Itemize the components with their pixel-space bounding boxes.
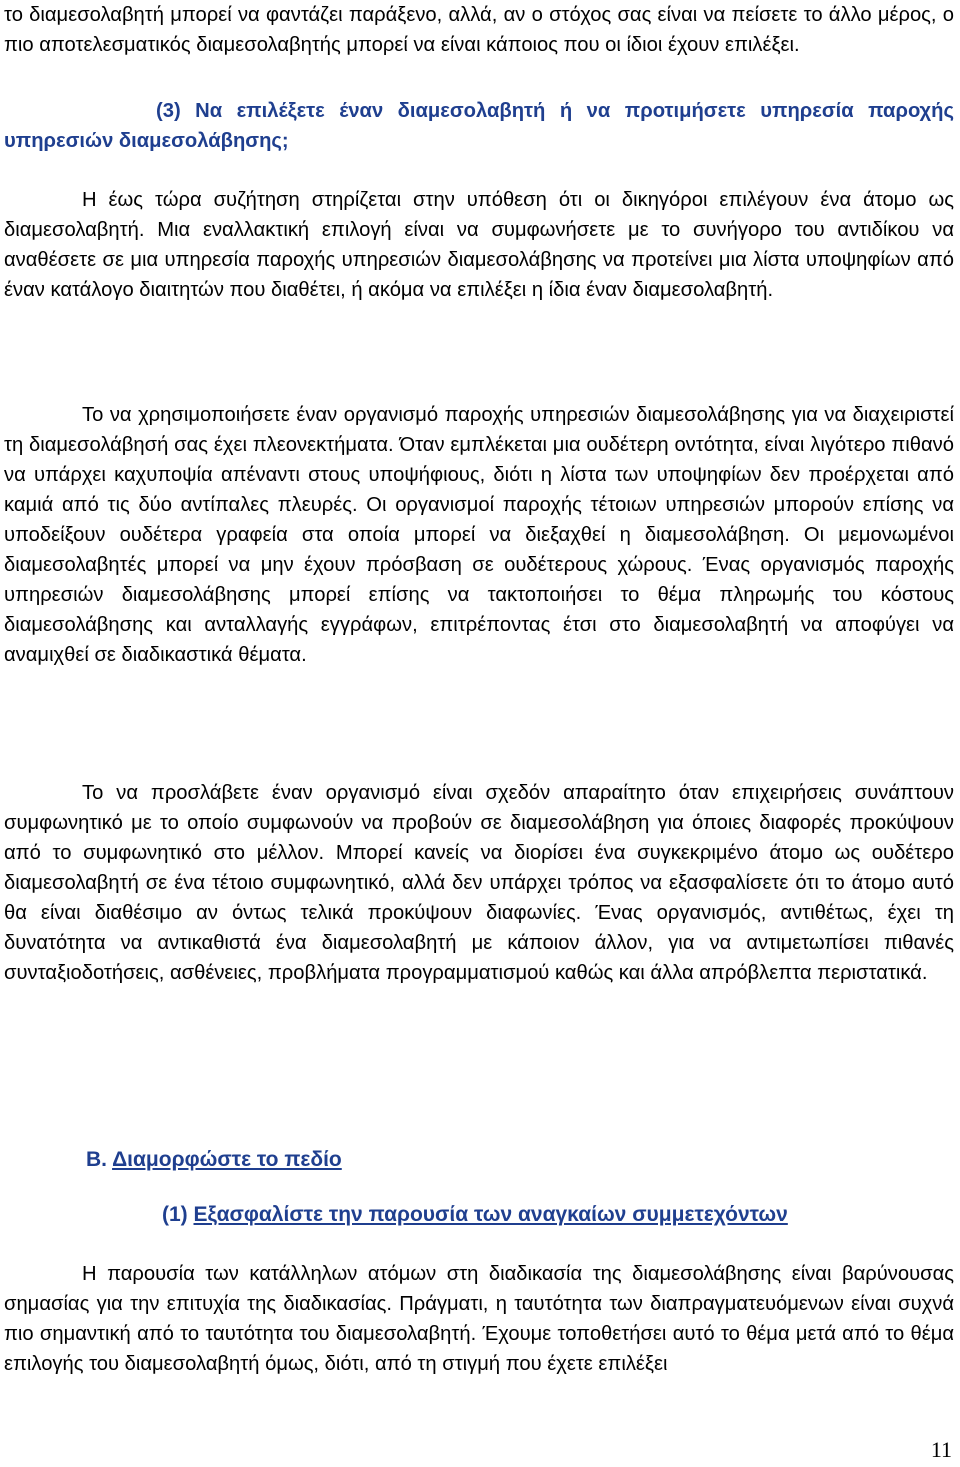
page-number: 11 [930, 1437, 952, 1462]
subsection-1-number: (1) [162, 1203, 194, 1226]
paragraph-4: Το να προσλάβετε έναν οργανισμό είναι σχεδόν απαραίτητο όταν επιχειρήσεις συνάπτουν συμφωνητικό με το οποίο συμφωνούν να προβούν σε διαμεσολάβηση για όποιες διαφορές προκύψουν από το συμφωνητικό στο μέλλον. Μπορεί κανείς να διορίσει ένα συγκεκριμένο άτομο ως ουδέτερο διαμεσολαβητή σε ένα τέτοιο συμφωνητικό, αλλά δεν υπάρχει τρόπος να εξασφαλίσετε ότι το άτομο αυτό θα είναι διαθέσιμο αν όντως τελικά προκύψουν διαφωνίες. Ένας οργανισμός, αντιθέτως, έχει τη δυνατότητα να αντικαθιστά ένα διαμεσολαβητή με κάποιον άλλον, για να αντιμετωπίσει πιθανές συνταξιοδοτήσεις, ασθένειες, προβλήματα προγραμματισμού καθώς και άλλα απρόβλεπτα περιστατικά. [4, 782, 954, 984]
subsection-1-title: Εξασφαλίστε την παρουσία των αναγκαίων συμμετεχόντων [193, 1203, 788, 1226]
paragraph-5: Η παρουσία των κατάλληλων ατόμων στη διαδικασία της διαμεσολάβησης είναι βαρύνουσας σημασίας για την επιτυχία της διαδικασίας. Πράγματι, η ταυτότητα των διαπραγματευόμενων είναι συχνά πιο σημαντική από το ταυτότητα του διαμεσολαβητή. Έχουμε τοποθετήσει αυτό το θέμα μετά από το θέμα επιλογής του διαμεσολαβητή όμως, διότι, από τη στιγμή που έχετε επιλέξει [4, 1263, 954, 1375]
paragraph-1: το διαμεσολαβητή μπορεί να φαντάζει παράξενο, αλλά, αν ο στόχος σας είναι να πείσετε το άλλο μέρος, ο πιο αποτελεσματικός διαμεσολαβητής μπορεί να είναι κάποιος που οι ίδιοι έχουν επιλέξει. [4, 4, 954, 56]
section-b-heading [86, 1145, 342, 1175]
subsection-1-heading [162, 1200, 788, 1230]
paragraph-3: Το να χρησιμοποιήσετε έναν οργανισμό παροχής υπηρεσιών διαμεσολάβησης για να διαχειριστεί τη διαμεσολάβησή σας έχει πλεονεκτήματα. Όταν εμπλέκεται μια ουδέτερη οντότητα, είναι λιγότερο πιθανό να υπάρχει καχυποψία απέναντι στους υποψήφιους, διότι η λίστα των υποψηφίων δεν προέρχεται από καμιά από τις δύο αντίπαλες πλευρές. Οι οργανισμοί παροχής τέτοιων υπηρεσιών μπορούν επίσης να υποδείξουν ουδέτερα γραφεία στα οποία μπορεί να διεξαχθεί η διαμεσολάβηση. Οι μεμονωμένοι διαμεσολαβητές μπορεί να μην έχουν πρόσβαση σε ουδέτερους χώρους. Ένας οργανισμός παροχής υπηρεσιών διαμεσολάβησης μπορεί επίσης να τακτοποιήσει το θέμα πληρωμής του κόστους διαμεσολάβησης και ανταλλαγής εγγράφων, επιτρέποντας έτσι στο διαμεσολαβητή να αποφύγει να αναμιχθεί σε διαδικαστικά θέματα. [4, 404, 954, 666]
heading-3-lead: (3) Να επιλέξετε έναν διαμεσολαβητή ή να προτιμήσετε [156, 100, 746, 122]
section-b-prefix: Β. [86, 1148, 113, 1171]
heading-3 [4, 96, 954, 156]
heading-3-rest: υπηρεσία παροχής υπηρεσιών διαμεσολάβησης; [4, 100, 955, 152]
section-b-title: Διαμορφώστε το πεδίο [112, 1148, 342, 1171]
paragraph-2: Η έως τώρα συζήτηση στηρίζεται στην υπόθεση ότι οι δικηγόροι επιλέγουν ένα άτομο ως διαμεσολαβητή. Μια εναλλακτική επιλογή είναι να συμφωνήσετε με το συνήγορο του αντιδίκου να αναθέσετε σε μια υπηρεσία παροχής υπηρεσιών διαμεσολάβησης να προτείνει μια λίστα υποψηφίων από έναν κατάλογο διαιτητών που διαθέτει, ή ακόμα να επιλέξει η ίδια έναν διαμεσολαβητή. [4, 189, 954, 301]
